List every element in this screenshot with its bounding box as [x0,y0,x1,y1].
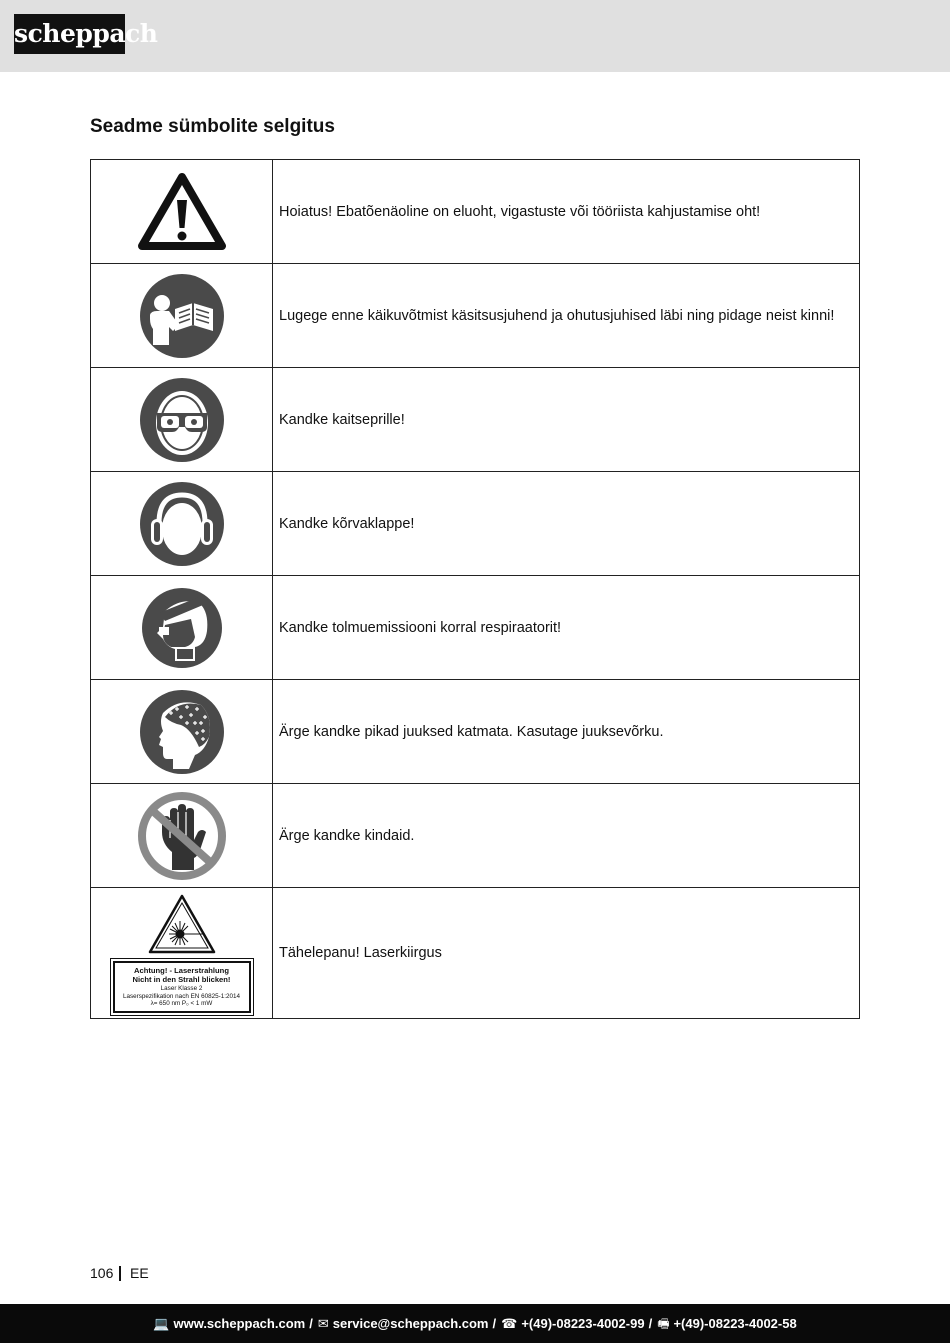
respirator-icon [141,587,223,669]
hair-net-icon [139,689,225,775]
read-manual-icon [139,273,225,359]
computer-icon: 💻 [153,1316,170,1331]
symbol-text: Kandke kõrvaklappe! [273,472,860,576]
laser-label [113,961,251,1014]
symbol-table [90,159,860,1019]
footer-website: www.scheppach.com [173,1316,306,1331]
symbol-row-manual [91,264,860,368]
symbol-row-no-gloves [91,784,860,888]
footer-email: service@scheppach.com [332,1316,489,1331]
symbol-text: Hoiatus! Ebatõenäoline on eluoht, vigastuste või tööriista kahjustamise oht! [273,160,860,264]
page-number: 106 [90,1265,114,1281]
laser-label-line: Nicht in den Strahl blicken! [132,975,231,985]
symbol-row-laser [91,888,860,1019]
ear-protection-icon [139,481,225,567]
symbol-text: Kandke kaitseprille! [273,368,860,472]
symbol-row-respirator [91,576,860,680]
footer-separator: / [492,1316,497,1331]
laser-label-line: Achtung! - Laserstrahlung [134,965,229,975]
email-icon: ✉ [317,1316,329,1331]
symbol-text: Ärge kandke kindaid. [273,784,860,888]
laser-label-line: λ= 650 nm P₀ < 1 mW [150,1000,213,1008]
page-divider [119,1266,121,1281]
symbol-row-hairnet [91,680,860,784]
footer-separator: / [309,1316,313,1331]
scheppach-logo: scheppach [14,14,125,54]
symbol-text: Lugege enne käikuvõtmist käsitsusjuhend ja ohutusjuhised läbi ning pidage neist kinni! [273,264,860,368]
no-gloves-icon [136,790,228,882]
footer-separator: / [648,1316,653,1331]
laser-warning-icon [147,893,217,955]
warning-triangle-icon [137,172,227,252]
page-language: EE [130,1265,149,1281]
laser-label-line: Laser Klasse 2 [160,984,203,992]
symbol-text: Kandke tolmuemissiooni korral respiraatorit! [273,576,860,680]
safety-goggles-icon [139,377,225,463]
laser-label-line: Laserspezifikation nach EN 60825-1:2014 [123,992,240,1000]
page-title: Seadme sümbolite selgitus [90,116,335,137]
symbol-text: Tähelepanu! Laserkiirgus [273,888,860,1019]
footer-fax: +(49)-08223-4002-58 [673,1316,797,1331]
phone-icon: ☎ [501,1316,518,1331]
footer-band [0,1304,950,1343]
symbol-row-ear [91,472,860,576]
symbol-text: Ärge kandke pikad juuksed katmata. Kasutage juuksevõrku. [273,680,860,784]
symbol-row-warning [91,160,860,264]
header-band [0,0,950,72]
footer-phone: +(49)-08223-4002-99 [521,1316,645,1331]
fax-icon: 🖷 [657,1316,670,1331]
symbol-row-goggles [91,368,860,472]
